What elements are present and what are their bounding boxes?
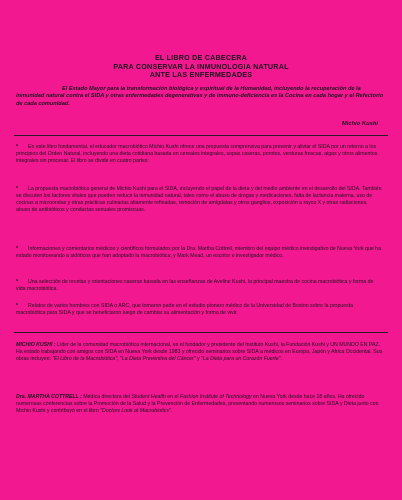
bio-martha-cottrell — [16, 394, 386, 415]
bullet-text: Relatos de varios hombres con SIDA o ARC, que tomaron parte en el estudio pionero médico de la Universidad de Boston sobre la propuesta macrobiótica para SIDA y que se beneficiaron luego de cambiar su alimentación y forma de vivir. — [16, 303, 354, 316]
bio-name: MICHIO KUSHI : — [16, 342, 56, 348]
bullet-text: Informaciones y comentarios médicos y científicos formulados por la Dra. Martha Cottrell, miembro del equipo médico investigativo de Nueva York que ha estado monitoreando a sidóticos que han adoptado la macrobiótica; y Mark Mead, un escritor e investigador médico. — [16, 246, 381, 259]
bullet-star-icon: * — [16, 144, 19, 150]
divider-top — [14, 135, 388, 136]
bullet-text: La propuesta macrobiótica general de Michio Kushi para el SIDA, incluyendo el papel de la dieta y del medio ambiente en el desarrollo del SIDA. También se discuten los factores vitales que pueden reducir la inmunidad natural, tales como el abuso de drogas y medicaciones, falta de lactancia materna, uso de cocinas a microondas y otras prácticas culinarias altamente refinadas, remoción de amígdalas y otros ganglios, exposición a rayos X y otras radiaciones, abuso de antibióticos y conductas sexuales promiscuas. — [16, 186, 382, 213]
bullet-item-recipes — [16, 279, 382, 293]
bullet-star-icon: * — [16, 246, 19, 252]
bio-text: Médica directora del — [81, 394, 132, 400]
bullet-text: En este libro fundamental, el educador macrobiótico Michio Kushi ofrece una propuesta comprensiva para prevenir y aliviar el SIDA por un retorno a los principios del Orden Natural, incluyendo una dieta cotidiana basada en cereales integrales, sopas caseras, porotos, verduras frescas, algas y otros alimentos integrales sin procesar. El libro se divide en cuatro partes: — [16, 144, 378, 164]
bullet-star-icon: * — [16, 303, 19, 309]
bullet-item-medical — [16, 246, 382, 260]
bullet-text: Una selección de recetas y orientaciones caseras basada en las enseñanzas de Aveline Kushi, la principal maestra de cocina macrobiótica y forma de vida macrobiótica. — [16, 279, 374, 292]
bio-work-title: Student Health — [131, 394, 166, 400]
epigraph-author: Michio Kushi — [341, 121, 378, 127]
bio-work-title: "Doctors Look at Macrobiotics" — [100, 407, 171, 414]
bullet-star-icon: * — [16, 186, 19, 192]
title-line-3: ANTE LAS ENFERMEDADES — [149, 70, 253, 80]
bio-text: Líder de la comunidad macrobiótica internacional, es el fundador y presidente del Instituto Kushi, la Fundación Kushi y UN MUNDO EN PAZ. Ha estado trabajando con amigos con SIDA en Nueva York desde 1983 y ofrecido seminarios sobre SIDA a médicos en Europa, Japón y Africa Occidental. Sus obras incluyen: — [16, 342, 383, 362]
bullet-star-icon: * — [16, 279, 19, 285]
bio-separator: , — [117, 355, 121, 362]
title-line-1: EL LIBRO DE CABECERA — [154, 53, 248, 62]
bio-separator: en el — [165, 394, 180, 400]
epigraph-quote: El Estado Mayor para la transformación biológica y espiritual de la Humanidad, incluyendo la recuperación de la inmunidad natural contra el SIDA y otras enfermedades degenerativas y de immuno-deficiencia es la Cocina en cada hogar y el Refectorio de cada comunidad. — [16, 86, 384, 107]
bio-end: . — [170, 407, 173, 414]
bullet-item-intro — [16, 144, 382, 165]
title-line-2: PARA CONSERVAR LA INMUNOLOGIA NATURAL — [113, 61, 289, 71]
bio-separator: y — [195, 355, 202, 362]
bullet-item-testimonies — [16, 303, 382, 317]
bio-work-title: Fashion Institute of Technology — [179, 394, 252, 400]
bio-name: Dra. MARTHA COTTRELL : — [16, 394, 82, 400]
bio-work-title: "La Dieta para un Corazón Fuerte" — [201, 355, 281, 362]
bio-work-title: "La Dieta Preventiva del Cáncer" — [120, 355, 196, 362]
bio-michio-kushi — [16, 342, 386, 363]
bio-work-title: "El Libro de la Macrobiótica" — [52, 355, 118, 362]
bio-text: en Nueva York desde hace 18 años. Ha ofrecido numerosas conferencias sobre la Promoción de la Salud y la Prevención de Enfermedades, presentando numerosos seminarios sobre SIDA y Dieta junto con Michio Kushi y contribuyó en el libro — [16, 394, 379, 414]
bio-end: . — [280, 355, 282, 362]
divider-middle — [14, 332, 388, 333]
book-title — [40, 54, 362, 80]
bullet-item-proposal — [16, 186, 382, 214]
